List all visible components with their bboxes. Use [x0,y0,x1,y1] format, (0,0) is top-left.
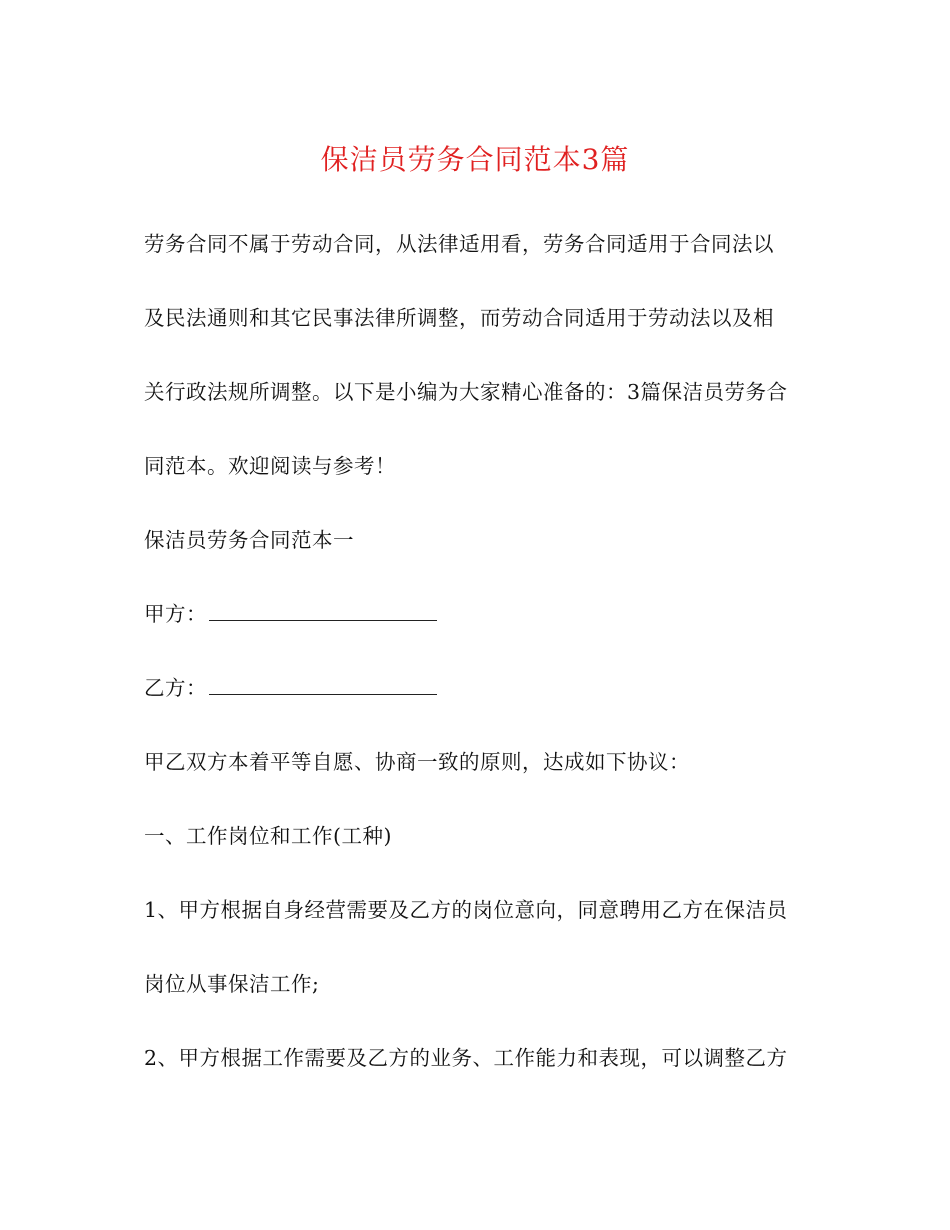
clause-one-heading: 一、工作岗位和工作(工种) [144,824,392,848]
clause-one-item-1-line-1: 1、甲方根据自身经营需要及乙方的岗位意向，同意聘用乙方在保洁员 [144,898,788,922]
clause-one-item-2-line-1: 2、甲方根据工作需要及乙方的业务、工作能力和表现，可以调整乙方 [144,1046,788,1070]
intro-line-2: 及民法通则和其它民事法律所调整，而劳动合同适用于劳动法以及相 [144,306,774,330]
document-title: 保洁员劳务合同范本3篇 [320,143,630,176]
section-heading: 保洁员劳务合同范本一 [144,528,354,552]
party-a-label: 甲方： [144,602,207,626]
intro-line-3: 关行政法规所调整。以下是小编为大家精心准备的：3篇保洁员劳务合 [144,380,788,404]
intro-line-4: 同范本。欢迎阅读与参考！ [144,454,396,478]
document-body [144,222,812,1110]
party-a-blank [209,598,437,621]
party-b-line [144,666,812,740]
intro-line-1: 劳务合同不属于劳动合同，从法律适用看，劳务合同适用于合同法以 [144,232,774,256]
party-a-line [144,592,812,666]
agreement-line: 甲乙双方本着平等自愿、协商一致的原则，达成如下协议： [144,750,690,774]
clause-one-item-1-line-2: 岗位从事保洁工作; [144,972,320,996]
party-b-label: 乙方： [144,676,207,700]
party-b-blank [209,672,437,695]
